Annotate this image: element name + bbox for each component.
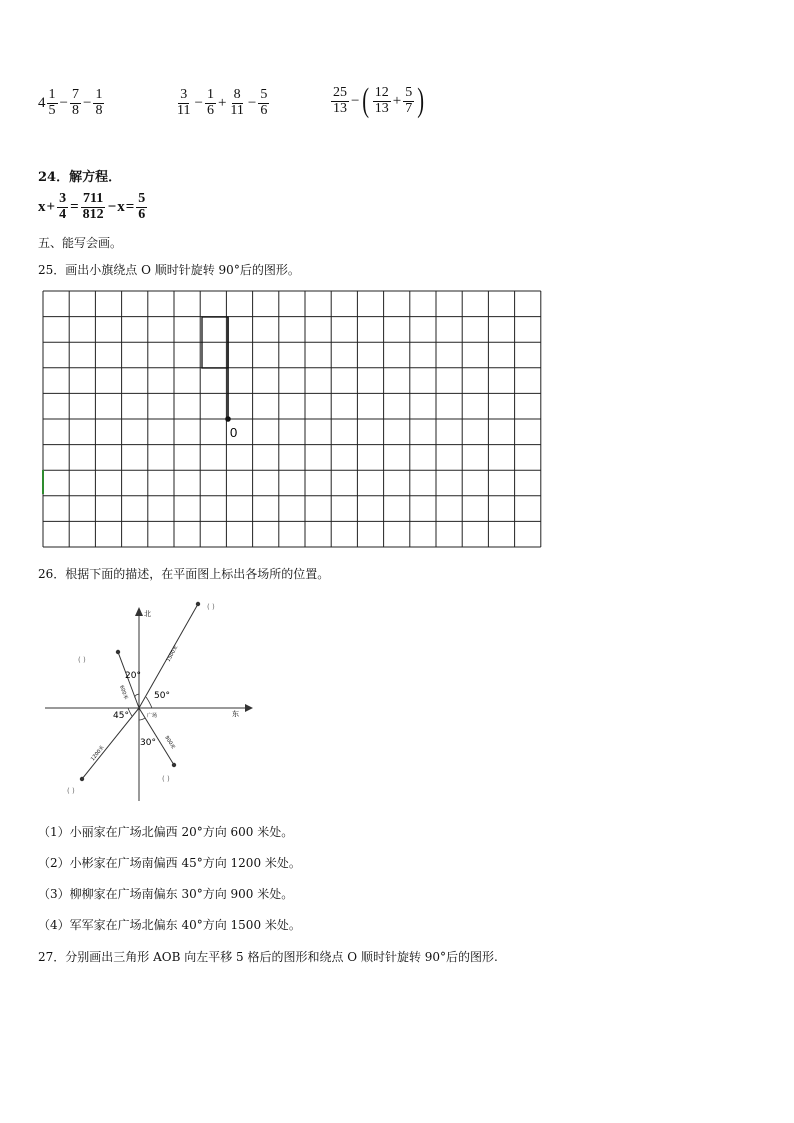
point-o xyxy=(225,416,231,422)
direction-diagram xyxy=(40,598,270,804)
fraction: $\frac{5}{6}$ xyxy=(138,191,146,222)
q26-item-1: （1）小丽家在广场北偏西 20°方向 600 米处。 xyxy=(38,825,294,839)
angle-label-50: 50° xyxy=(154,691,170,701)
point-o-label: 0 xyxy=(230,425,238,440)
q27-title: 27．分别画出三角形 AOB 向左平移 5 格后的图形和绕点 O 顺时针旋转 90°后的图形. xyxy=(38,950,498,964)
fraction: $\frac{5}{7}$ xyxy=(405,84,413,116)
endpoint-sw xyxy=(80,777,84,781)
fraction: $\frac{1}{5}$ xyxy=(48,87,56,118)
q25-grid xyxy=(40,288,548,552)
q26-item-2: （2）小彬家在广场南偏西 45°方向 1200 米处。 xyxy=(38,856,301,870)
east-arrow-icon xyxy=(245,704,253,712)
fraction: $\frac{3}{11}$ xyxy=(177,87,191,118)
fraction: $\frac{711}{812}$ xyxy=(82,191,104,222)
fraction: $\frac{3}{4}$ xyxy=(59,191,67,222)
expression-1 xyxy=(38,88,105,118)
fraction: $\frac{1}{8}$ xyxy=(95,87,103,118)
answer-blank-ne: ( ) xyxy=(207,603,215,611)
fraction: $\frac{8}{11}$ xyxy=(230,87,244,118)
right-paren: ) xyxy=(417,82,425,119)
operator: − xyxy=(351,92,360,109)
distance-sw: 1200米 xyxy=(89,744,106,763)
answer-blank-nw: ( ) xyxy=(78,656,86,664)
answer-blank-se: ( ) xyxy=(162,775,170,783)
grid-lines xyxy=(43,291,541,547)
endpoint-se xyxy=(172,763,176,767)
fraction: $\frac{5}{6}$ xyxy=(260,87,268,118)
fraction: $\frac{1}{6}$ xyxy=(206,87,214,118)
expression-2 xyxy=(174,88,270,118)
north-label: 北 xyxy=(144,610,151,618)
fraction: $\frac{7}{8}$ xyxy=(71,87,79,118)
q26-item-3: （3）柳柳家在广场南偏东 30°方向 900 米处。 xyxy=(38,887,294,901)
east-label: 东 xyxy=(232,710,239,718)
angle-label-30: 30° xyxy=(140,738,156,748)
endpoint-nw xyxy=(116,650,120,654)
north-arrow-icon xyxy=(135,607,143,616)
section-heading: 五、能写会画。 xyxy=(38,236,123,250)
answer-blank-sw: ( ) xyxy=(67,787,75,795)
q25-title: 25．画出小旗绕点 O 顺时针旋转 90°后的图形。 xyxy=(38,263,300,277)
operator: − xyxy=(59,94,68,111)
q24-equation: x + $\frac{3}{4}$ = $\frac{711}{812}$ − x = $\frac{5}{6}$ xyxy=(38,191,146,222)
operator: − xyxy=(194,94,203,111)
angle-arc-30 xyxy=(139,718,145,720)
q24-title: 24．解方程． xyxy=(38,170,122,185)
center-label: 广场 xyxy=(147,713,158,719)
fraction: $\frac{25}{13}$ xyxy=(333,84,347,116)
distance-ne: 1500米 xyxy=(165,644,180,663)
q26-title: 26．根据下面的描述，在平面图上标出各场所的位置。 xyxy=(38,567,330,581)
distance-se: 900米 xyxy=(163,734,177,751)
expression-3 xyxy=(330,84,427,118)
whole-number: 4 xyxy=(38,94,46,111)
distance-nw: 600米 xyxy=(118,684,129,701)
q26-item-4: （4）军军家在广场北偏东 40°方向 1500 米处。 xyxy=(38,918,301,932)
endpoint-ne xyxy=(196,602,200,606)
angle-arc-50 xyxy=(146,697,152,708)
operator: + xyxy=(392,92,402,109)
angle-label-20: 20° xyxy=(125,671,141,681)
operator: − xyxy=(82,94,92,111)
fraction: $\frac{12}{13}$ xyxy=(374,84,389,116)
ray-sw xyxy=(82,708,139,779)
angle-label-45: 45° xyxy=(113,711,129,721)
operator: − xyxy=(247,94,257,111)
left-paren: ( xyxy=(362,82,370,119)
operator: + xyxy=(217,94,227,111)
